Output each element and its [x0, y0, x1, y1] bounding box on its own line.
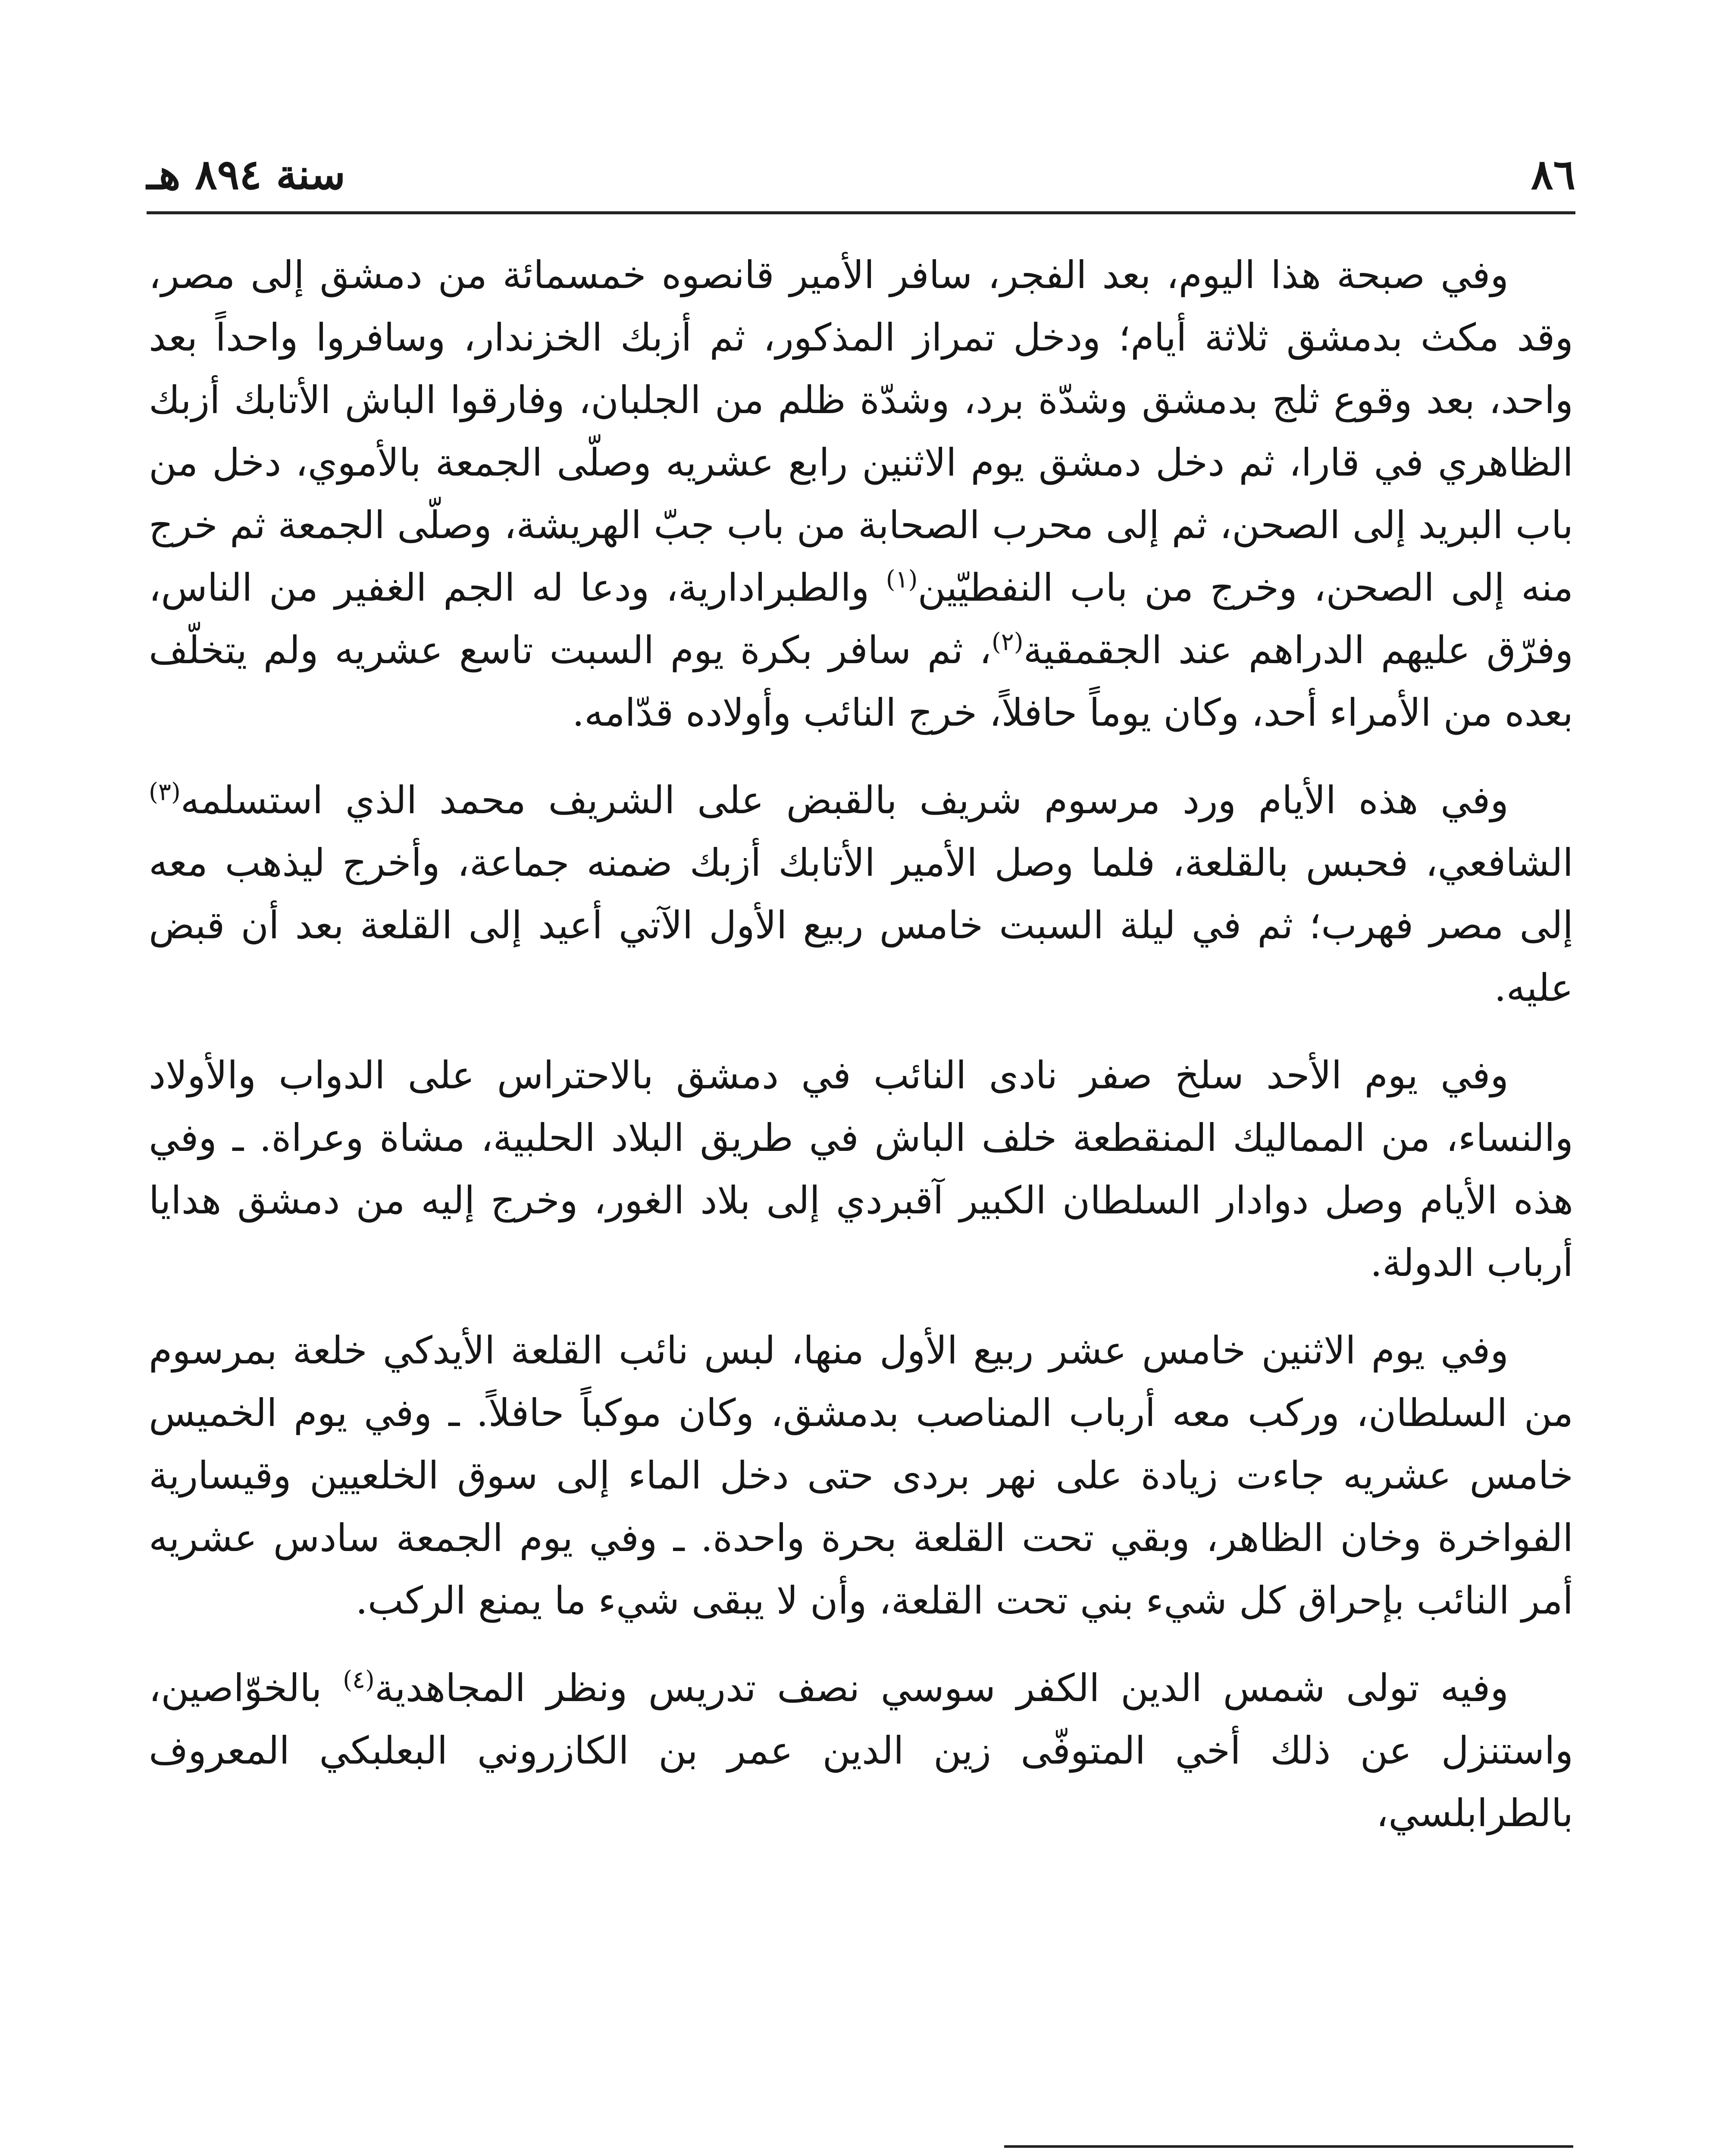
text-segment: وفي يوم الاثنين خامس عشر ربيع الأول منها، لبس نائب القلعة الأيدكي خلعة بمرسوم من السلطان، وركب معه أرباب المناصب بدمشق، وكان موكباً حافلاً. ـ وفي يوم الخميس خامس عشريه جاءت زيادة على نهر بردى حتى دخل الماء إلى سوق الخلعيين وقيسارية الفواخرة وخان الظاهر، وبقي تحت القلعة بحرة واحدة. ـ وفي يوم الجمعة سادس عشريه أمر النائب بإحراق كل شيء بني تحت القلعة، وأن لا يبقى شيء ما يمنع الركب.	[149, 1328, 1573, 1623]
main-text	[149, 244, 1573, 1977]
text-segment: وفي يوم الأحد سلخ صفر نادى النائب في دمشق بالاحتراس على الدواب والأولاد والنساء، من المماليك المنقطعة خلف الباش في طريق البلاد الحلبية، مشاة وعراة. ـ وفي هذه الأيام وصل دوادار السلطان الكبير آقبردي إلى بلاد الغور، وخرج إليه من دمشق هدايا أرباب الدولة.	[149, 1053, 1573, 1285]
running-head	[147, 142, 1575, 207]
footnote-ref: (٤)	[343, 1666, 375, 1694]
text-segment: والطبرادارية، ودعا له الجم الغفير من الناس، وفرّق عليهم الدراهم عند الجقمقية	[149, 565, 1573, 672]
paragraph-1	[149, 244, 1573, 744]
text-segment: وفي صبحة هذا اليوم، بعد الفجر، سافر الأمير قانصوه خمسمائة من دمشق إلى مصر، وقد مكث بدمشق ثلاثة أيام؛ ودخل تمراز المذكور، ثم أزبك الخزندار، وسافروا واحداً بعد واحد، بعد وقوع ثلج بدمشق وشدّة برد، وشدّة ظلم من الجلبان، وفارقوا الباش الأتابك أزبك الظاهري في قارا، ثم دخل دمشق يوم الاثنين رابع عشريه وصلّى الجمعة بالأموي، دخل من باب البريد إلى الصحن، ثم إلى محرب الصحابة من باب جبّ الهريشة، وصلّى الجمعة ثم خرج منه إلى الصحن، وخرج من باب النفطيّين	[149, 253, 1573, 610]
text-segment: ، ثم سافر بكرة يوم السبت تاسع عشريه ولم يتخلّف بعده من الأمراء أحد، وكان يوماً حافلاً، خرج النائب وأولاده قدّامه.	[149, 628, 1573, 735]
text-segment: بالخوّاصين، واستنزل عن ذلك أخي المتوفّى زين الدين عمر بن الكازروني البعلبكي المعروف بالطرابلسي،	[149, 1666, 1573, 1835]
text-segment: وفيه تولى شمس الدين الكفر سوسي نصف تدريس ونظر المجاهدية	[374, 1666, 1509, 1710]
paragraph-2	[149, 769, 1573, 1019]
text-segment: الشافعي، فحبس بالقلعة، فلما وصل الأمير الأتابك أزبك ضمنه جماعة، وأخرج ليذهب معه إلى مصر فهرب؛ ثم في ليلة السبت خامس ربيع الأول الآتي أعيد إلى القلعة بعد أن قبض عليه.	[149, 840, 1573, 1010]
paragraph-5	[149, 1657, 1573, 1844]
footnote-ref: (١)	[886, 565, 918, 594]
text-segment: وفي هذه الأيام ورد مرسوم شريف بالقبض على الشريف محمد الذي استسلمه	[180, 778, 1509, 822]
header-rule	[147, 211, 1575, 214]
paragraph-3	[149, 1044, 1573, 1294]
paragraph-4	[149, 1319, 1573, 1632]
running-title: سنة ٨٩٤ هـ	[147, 150, 346, 199]
footnote-ref: (٣)	[149, 778, 181, 806]
page-number: ٨٦	[1531, 150, 1575, 199]
footnote-ref: (٢)	[991, 628, 1024, 656]
footnote-rule	[1004, 2145, 1573, 2148]
